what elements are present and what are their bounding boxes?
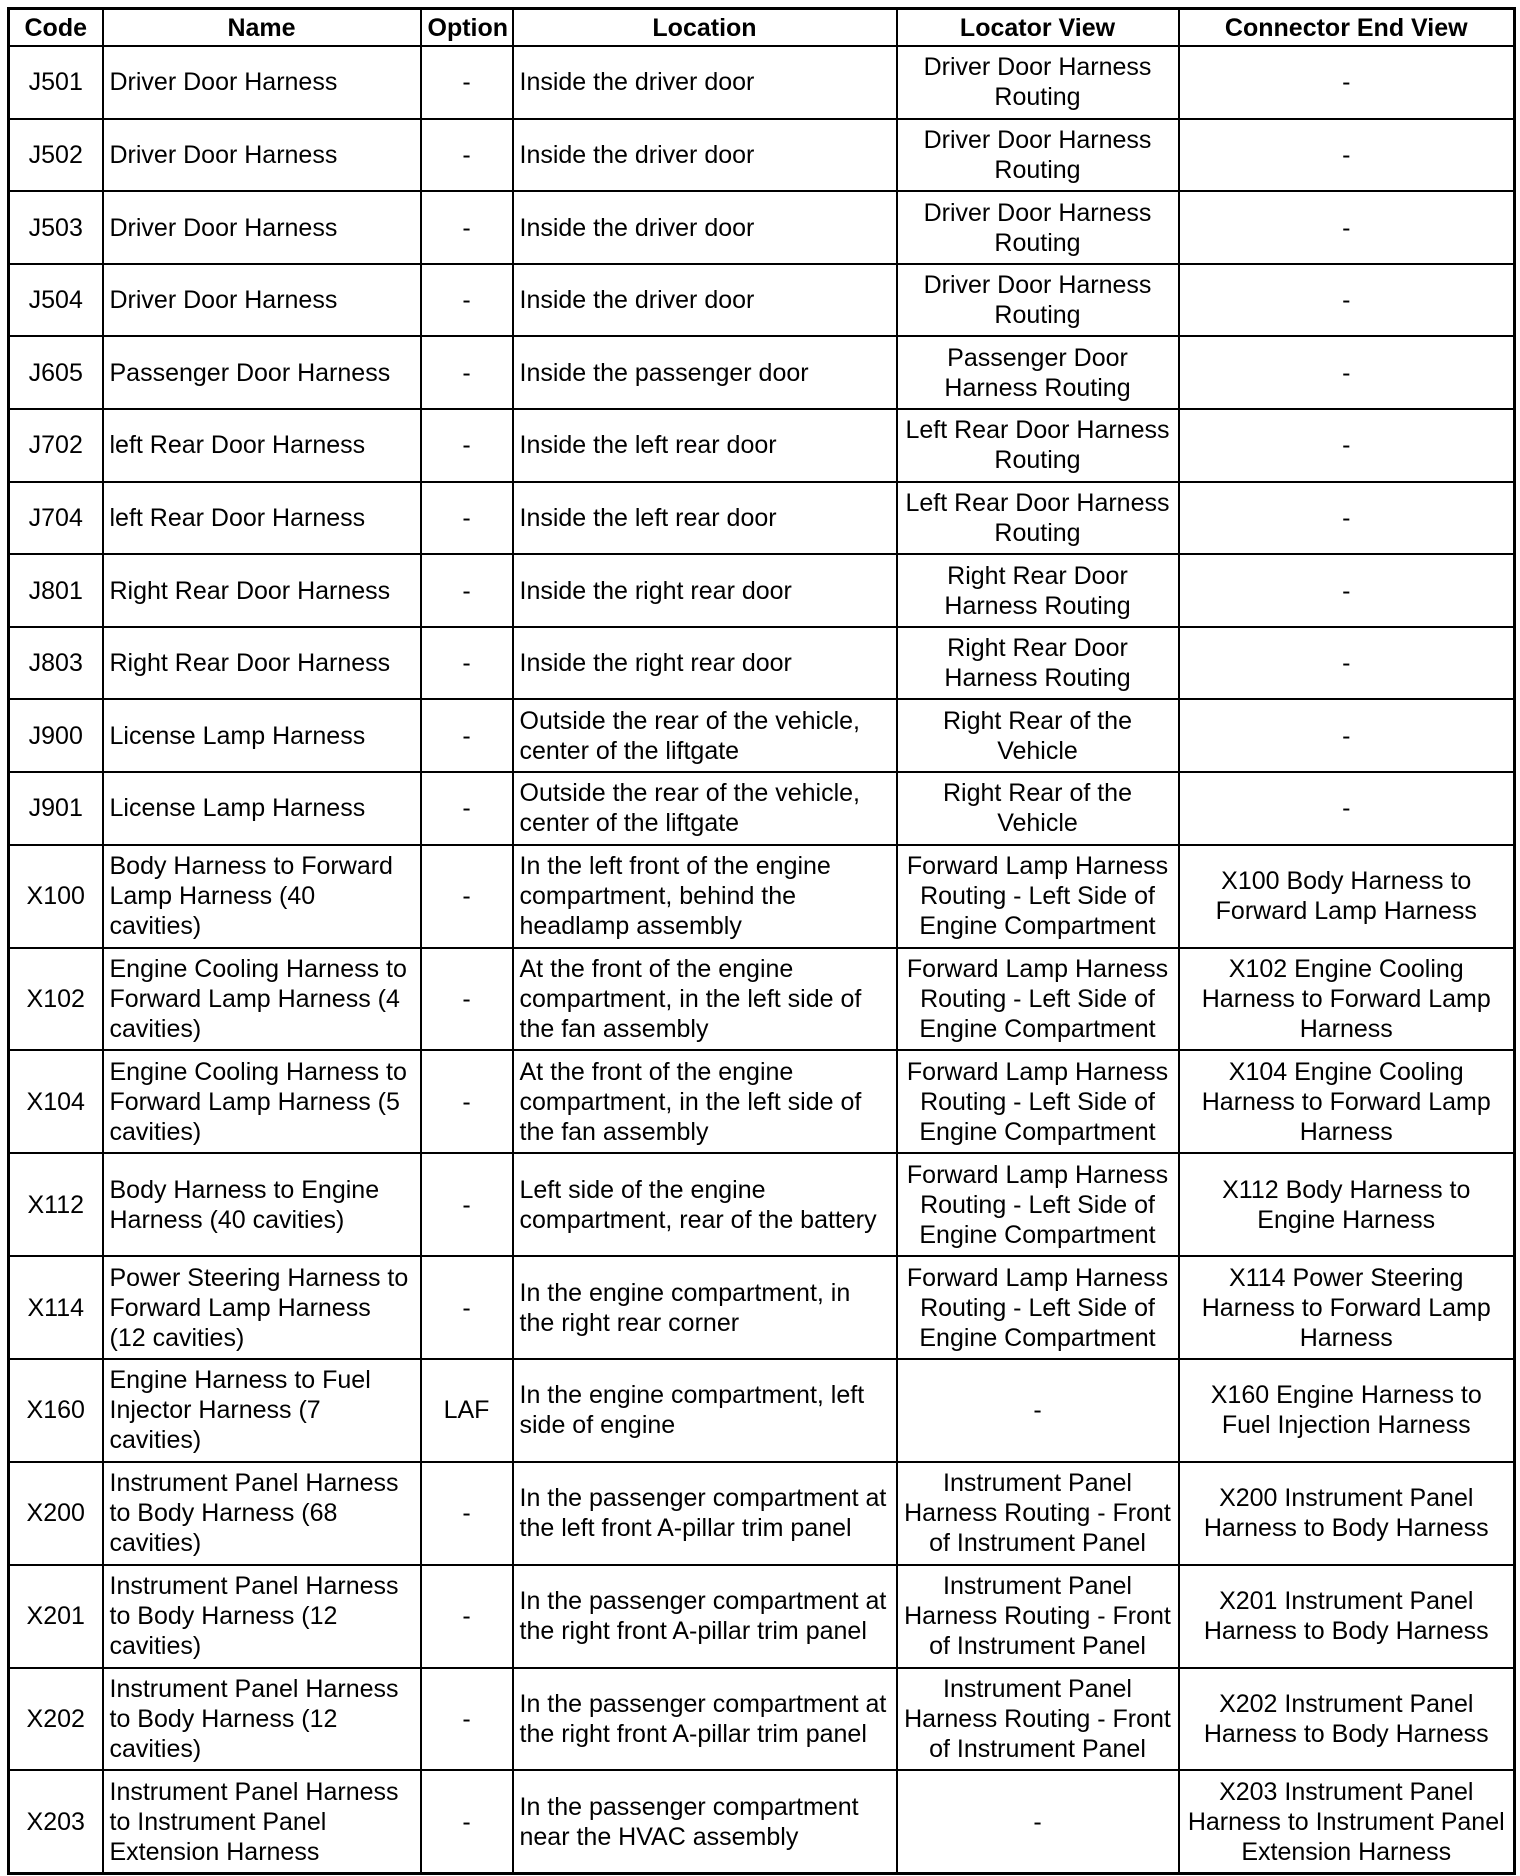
cell-option: - [421, 482, 513, 555]
cell-connector-end-view: X104 Engine Cooling Harness to Forward Lamp Harness [1179, 1050, 1515, 1153]
cell-option: - [421, 1153, 513, 1256]
cell-option: - [421, 948, 513, 1051]
cell-location: In the passenger compartment near the HVAC assembly [513, 1770, 897, 1873]
cell-code: X203 [9, 1770, 103, 1873]
cell-location: Inside the right rear door [513, 554, 897, 627]
cell-code: J502 [9, 119, 103, 192]
table-row [9, 191, 1515, 264]
cell-name: Driver Door Harness [103, 119, 421, 192]
cell-code: J501 [9, 46, 103, 119]
cell-name: Instrument Panel Harness to Body Harness (68 cavities) [103, 1462, 421, 1565]
header-name: Name [103, 9, 421, 47]
table-row [9, 1565, 1515, 1668]
cell-connector-end-view: - [1179, 409, 1515, 482]
table-row [9, 482, 1515, 555]
table-row [9, 1359, 1515, 1462]
cell-option: - [421, 772, 513, 845]
cell-code: J801 [9, 554, 103, 627]
cell-connector-end-view: - [1179, 627, 1515, 700]
cell-code: X202 [9, 1668, 103, 1771]
cell-option: - [421, 845, 513, 948]
table-row [9, 627, 1515, 700]
table-row [9, 1770, 1515, 1873]
cell-name: Engine Cooling Harness to Forward Lamp Harness (5 cavities) [103, 1050, 421, 1153]
cell-connector-end-view: - [1179, 191, 1515, 264]
cell-option: - [421, 1050, 513, 1153]
cell-name: Body Harness to Forward Lamp Harness (40 cavities) [103, 845, 421, 948]
cell-location: At the front of the engine compartment, in the left side of the fan assembly [513, 948, 897, 1051]
cell-location: Inside the driver door [513, 191, 897, 264]
cell-location: Inside the left rear door [513, 482, 897, 555]
header-row [9, 9, 1515, 47]
cell-locator-view: Instrument Panel Harness Routing - Front of Instrument Panel [897, 1565, 1179, 1668]
cell-location: In the passenger compartment at the right front A-pillar trim panel [513, 1668, 897, 1771]
cell-connector-end-view: X112 Body Harness to Engine Harness [1179, 1153, 1515, 1256]
cell-name: Driver Door Harness [103, 264, 421, 337]
cell-location: Outside the rear of the vehicle, center of the liftgate [513, 699, 897, 772]
cell-name: Instrument Panel Harness to Instrument Panel Extension Harness [103, 1770, 421, 1873]
header-connector-end-view: Connector End View [1179, 9, 1515, 47]
cell-location: Inside the right rear door [513, 627, 897, 700]
cell-connector-end-view: X160 Engine Harness to Fuel Injection Harness [1179, 1359, 1515, 1462]
cell-location: Inside the driver door [513, 46, 897, 119]
header-locator-view: Locator View [897, 9, 1179, 47]
cell-connector-end-view: X102 Engine Cooling Harness to Forward Lamp Harness [1179, 948, 1515, 1051]
cell-name: Right Rear Door Harness [103, 627, 421, 700]
cell-locator-view: Forward Lamp Harness Routing - Left Side of Engine Compartment [897, 1153, 1179, 1256]
cell-location: Inside the passenger door [513, 336, 897, 409]
table-row [9, 1462, 1515, 1565]
cell-code: J503 [9, 191, 103, 264]
cell-code: J803 [9, 627, 103, 700]
cell-code: J900 [9, 699, 103, 772]
cell-code: J702 [9, 409, 103, 482]
cell-location: Inside the driver door [513, 264, 897, 337]
table-row [9, 409, 1515, 482]
cell-locator-view: Forward Lamp Harness Routing - Left Side of Engine Compartment [897, 1256, 1179, 1359]
table-row [9, 46, 1515, 119]
table-row [9, 1153, 1515, 1256]
cell-name: Driver Door Harness [103, 46, 421, 119]
cell-locator-view: Instrument Panel Harness Routing - Front of Instrument Panel [897, 1668, 1179, 1771]
cell-option: - [421, 1565, 513, 1668]
table-row [9, 1050, 1515, 1153]
cell-locator-view: Driver Door Harness Routing [897, 191, 1179, 264]
cell-code: X200 [9, 1462, 103, 1565]
table-row [9, 948, 1515, 1051]
cell-location: In the engine compartment, in the right rear corner [513, 1256, 897, 1359]
cell-locator-view: - [897, 1770, 1179, 1873]
cell-option: - [421, 409, 513, 482]
cell-code: X160 [9, 1359, 103, 1462]
table-row [9, 264, 1515, 337]
cell-location: Outside the rear of the vehicle, center of the liftgate [513, 772, 897, 845]
cell-code: X112 [9, 1153, 103, 1256]
cell-location: Inside the left rear door [513, 409, 897, 482]
cell-connector-end-view: - [1179, 119, 1515, 192]
cell-option: - [421, 1770, 513, 1873]
cell-location: Inside the driver door [513, 119, 897, 192]
cell-location: In the passenger compartment at the left front A-pillar trim panel [513, 1462, 897, 1565]
cell-locator-view: Passenger Door Harness Routing [897, 336, 1179, 409]
cell-locator-view: Right Rear of the Vehicle [897, 772, 1179, 845]
cell-code: X114 [9, 1256, 103, 1359]
cell-connector-end-view: - [1179, 46, 1515, 119]
header-option: Option [421, 9, 513, 47]
cell-location: In the left front of the engine compartment, behind the headlamp assembly [513, 845, 897, 948]
cell-name: left Rear Door Harness [103, 482, 421, 555]
cell-connector-end-view: X100 Body Harness to Forward Lamp Harness [1179, 845, 1515, 948]
cell-option: - [421, 1668, 513, 1771]
cell-code: J704 [9, 482, 103, 555]
table-row [9, 554, 1515, 627]
cell-locator-view: Forward Lamp Harness Routing - Left Side of Engine Compartment [897, 1050, 1179, 1153]
cell-name: Body Harness to Engine Harness (40 cavities) [103, 1153, 421, 1256]
cell-connector-end-view: - [1179, 482, 1515, 555]
cell-code: J504 [9, 264, 103, 337]
cell-locator-view: Forward Lamp Harness Routing - Left Side of Engine Compartment [897, 948, 1179, 1051]
cell-code: X102 [9, 948, 103, 1051]
cell-code: X104 [9, 1050, 103, 1153]
cell-option: - [421, 699, 513, 772]
table-row [9, 845, 1515, 948]
cell-option: - [421, 1462, 513, 1565]
cell-name: Engine Cooling Harness to Forward Lamp Harness (4 cavities) [103, 948, 421, 1051]
cell-name: Engine Harness to Fuel Injector Harness (7 cavities) [103, 1359, 421, 1462]
cell-connector-end-view: - [1179, 264, 1515, 337]
cell-location: Left side of the engine compartment, rear of the battery [513, 1153, 897, 1256]
cell-name: Driver Door Harness [103, 191, 421, 264]
table-row [9, 336, 1515, 409]
cell-code: X100 [9, 845, 103, 948]
cell-option: - [421, 264, 513, 337]
cell-name: Power Steering Harness to Forward Lamp Harness (12 cavities) [103, 1256, 421, 1359]
cell-connector-end-view: X202 Instrument Panel Harness to Body Harness [1179, 1668, 1515, 1771]
cell-locator-view: Driver Door Harness Routing [897, 119, 1179, 192]
connector-table [7, 7, 1516, 1875]
cell-locator-view: Forward Lamp Harness Routing - Left Side of Engine Compartment [897, 845, 1179, 948]
table-row [9, 1256, 1515, 1359]
cell-name: Instrument Panel Harness to Body Harness (12 cavities) [103, 1668, 421, 1771]
cell-option: - [421, 336, 513, 409]
cell-name: Right Rear Door Harness [103, 554, 421, 627]
cell-name: Passenger Door Harness [103, 336, 421, 409]
cell-connector-end-view: X203 Instrument Panel Harness to Instrument Panel Extension Harness [1179, 1770, 1515, 1873]
cell-option: - [421, 1256, 513, 1359]
cell-locator-view: Driver Door Harness Routing [897, 46, 1179, 119]
table-row [9, 772, 1515, 845]
cell-connector-end-view: X200 Instrument Panel Harness to Body Harness [1179, 1462, 1515, 1565]
cell-option: - [421, 627, 513, 700]
cell-locator-view: - [897, 1359, 1179, 1462]
cell-name: left Rear Door Harness [103, 409, 421, 482]
cell-option: - [421, 46, 513, 119]
cell-locator-view: Driver Door Harness Routing [897, 264, 1179, 337]
table-row [9, 119, 1515, 192]
cell-connector-end-view: - [1179, 336, 1515, 409]
cell-code: J605 [9, 336, 103, 409]
cell-locator-view: Right Rear Door Harness Routing [897, 627, 1179, 700]
header-code: Code [9, 9, 103, 47]
table-row [9, 1668, 1515, 1771]
cell-option: LAF [421, 1359, 513, 1462]
cell-connector-end-view: - [1179, 699, 1515, 772]
cell-code: X201 [9, 1565, 103, 1668]
cell-locator-view: Left Rear Door Harness Routing [897, 482, 1179, 555]
cell-connector-end-view: X201 Instrument Panel Harness to Body Harness [1179, 1565, 1515, 1668]
cell-locator-view: Left Rear Door Harness Routing [897, 409, 1179, 482]
cell-name: Instrument Panel Harness to Body Harness (12 cavities) [103, 1565, 421, 1668]
header-location: Location [513, 9, 897, 47]
cell-locator-view: Instrument Panel Harness Routing - Front of Instrument Panel [897, 1462, 1179, 1565]
cell-location: In the engine compartment, left side of engine [513, 1359, 897, 1462]
cell-name: License Lamp Harness [103, 772, 421, 845]
cell-option: - [421, 191, 513, 264]
cell-locator-view: Right Rear of the Vehicle [897, 699, 1179, 772]
cell-connector-end-view: - [1179, 554, 1515, 627]
cell-option: - [421, 119, 513, 192]
cell-code: J901 [9, 772, 103, 845]
cell-locator-view: Right Rear Door Harness Routing [897, 554, 1179, 627]
cell-location: In the passenger compartment at the right front A-pillar trim panel [513, 1565, 897, 1668]
cell-name: License Lamp Harness [103, 699, 421, 772]
cell-connector-end-view: - [1179, 772, 1515, 845]
cell-connector-end-view: X114 Power Steering Harness to Forward Lamp Harness [1179, 1256, 1515, 1359]
cell-location: At the front of the engine compartment, in the left side of the fan assembly [513, 1050, 897, 1153]
table-row [9, 699, 1515, 772]
cell-option: - [421, 554, 513, 627]
